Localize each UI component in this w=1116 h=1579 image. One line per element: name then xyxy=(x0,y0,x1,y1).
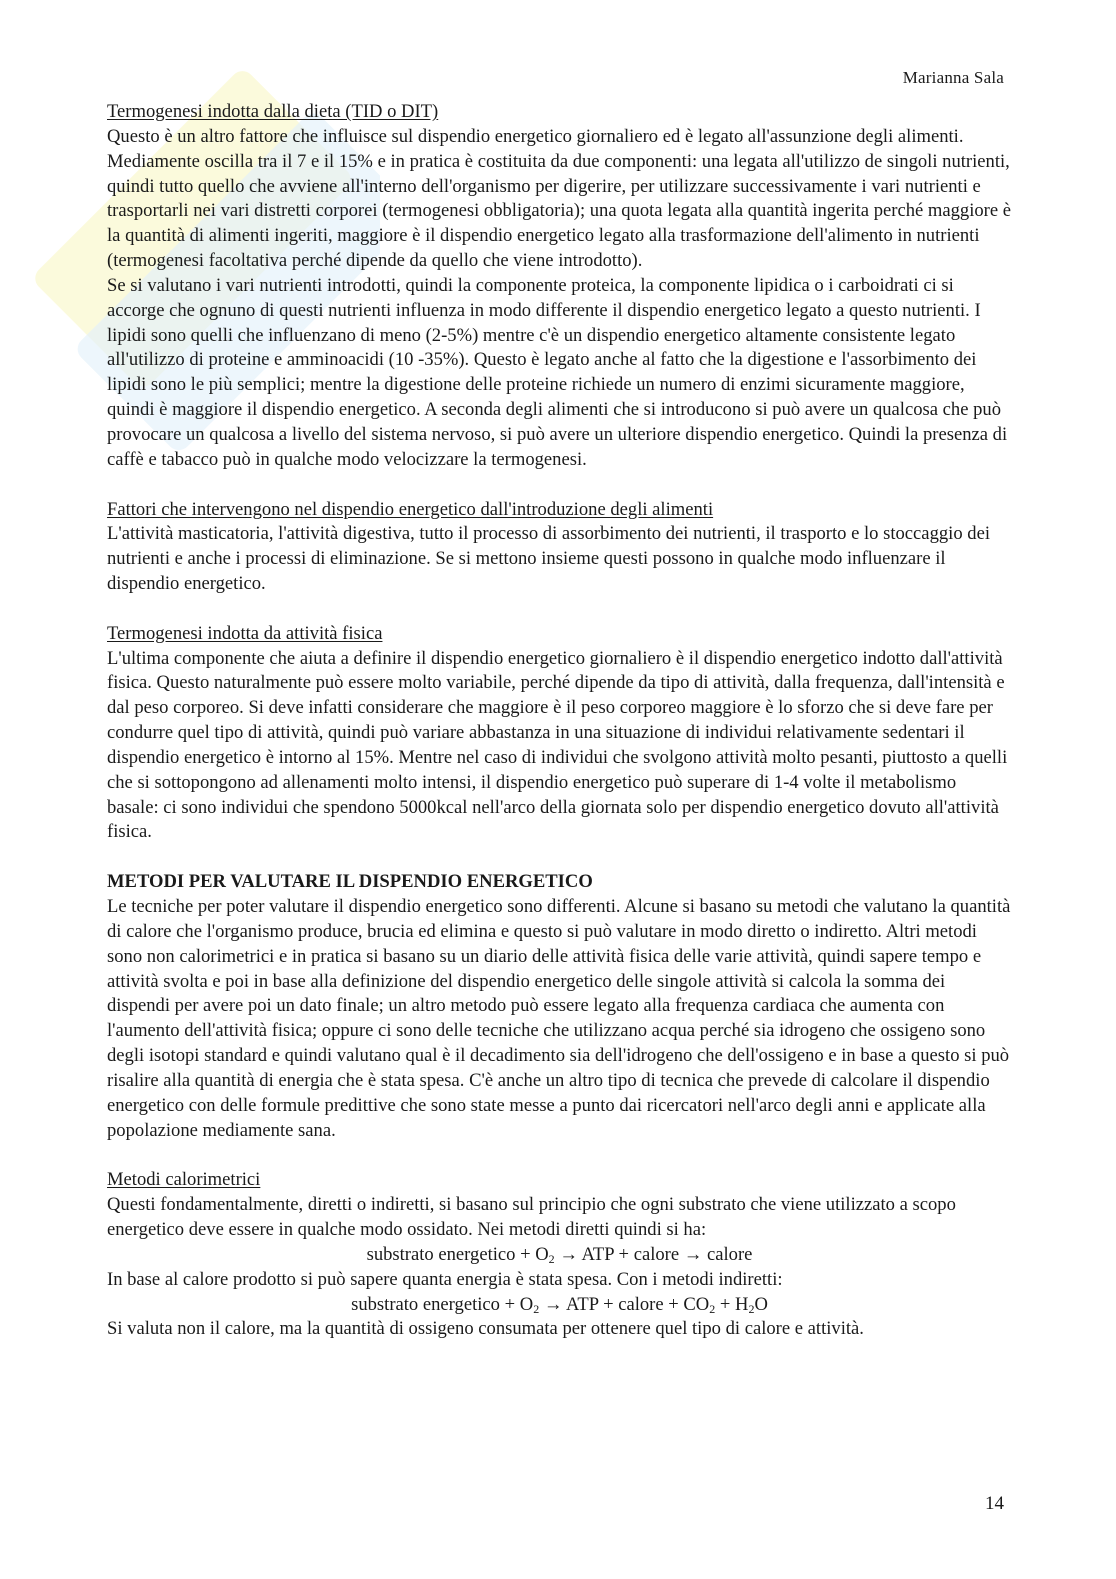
paragraph-physical-activity: L'ultima componente che aiuta a definire il dispendio energetico giornaliero è il dispendio energetico indotto dall'attività fisica. Questo naturalmente può essere molto variabile, perché dipende da tipo di attività, dalla frequenza, dall'intensità e dal peso corporeo. Si deve infatti considerare che maggiore è il peso corporeo maggiore è lo sforzo che si deve fare per condurre quel tipo di attività, quindi può variare abbastanza in una situazione di individui relativamente sedentari il dispendio energetico è intorno al 15%. Mentre nel caso di individui che svolgono attività molto pesanti, piuttosto a quelli che si sottopongono ad allenamenti molto intensi, il dispendio energetico può superare di 1-4 volte il metabolismo basale: ci sono individui che spendono 5000kcal nell'arco della giornata solo per dispendio energetico dovuto all'attività fisica. xyxy=(107,647,1008,843)
main-heading-methods: METODI PER VALUTARE IL DISPENDIO ENERGETICO xyxy=(107,871,593,893)
paragraph-calorimetric-middle: In base al calore prodotto si può sapere quanta energia è stata spesa. Con i metodi indiretti: xyxy=(107,1268,783,1290)
page-header-author: Marianna Sala xyxy=(902,68,1004,87)
paragraph-methods: Le tecniche per poter valutare il dispendio energetico sono differenti. Alcune si basano su metodi che valutano la quantità di calore che l'organismo produce, brucia ed elimina e questo si può valutare in modo diretto o indiretto. Altri metodi sono non calorimetrici e in pratica si basano su un diario delle attività fisica delle varie attività, quindi sapere tempo e attività svolta e poi in base alla definizione del dispendio energetico delle singole attività si calcola la somma dei dispendi per avere poi un dato finale; un altro metodo può essere legato alla frequenza cardiaca che aumenta con l'aumento dell'attività fisica; oppure ci sono delle tecniche che utilizzano acqua perché sia idrogeno che ossigeno sono degli isotopi standard e quindi valutano qual è il decadimento sia dell'idrogeno che dell'ossigeno e in base a questo si può risalire alla quantità di energia che è stata spesa. C'è anche un altro tipo di tecnica che prevede di calcolare il dispendio energetico con delle formule predittive che sono state messe a punto dai ricercatori nell'arco degli anni e applicate alla popolazione mediamente sana. xyxy=(107,896,1011,1141)
page-content xyxy=(107,100,1012,1342)
paragraph-dit-1: Questo è un altro fattore che influisce sul dispendio energetico giornaliero ed è legato all'assunzione degli alimenti. Mediamente oscilla tra il 7 e il 15% e in pratica è costituita da due componenti: una legata all'utilizzo de singoli nutrienti, quindi tutto quello che avviene all'interno dell'organismo per digerire, per utilizzare successivamente i vari nutrienti e trasportarli nei vari distretti corporei (termogenesi obbligatoria); una quota legata alla quantità ingerita perché maggiore è la quantità di alimenti ingeriti, maggiore è il dispendio energetico legato alla trasformazione dell'alimento in nutrienti (termogenesi facoltativa perché dipende da quello che viene introdotto). xyxy=(107,125,1012,272)
section-heading-factors: Fattori che intervengono nel dispendio energetico dall'introduzione degli alimenti xyxy=(107,498,714,520)
section-heading-physical-activity: Termogenesi indotta da attività fisica xyxy=(107,622,383,644)
page-number: 14 xyxy=(985,1493,1004,1514)
paragraph-dit-2: Se si valutano i vari nutrienti introdotti, quindi la componente proteica, la componente lipidica o i carboidrati ci si accorge che ognuno di questi nutrienti influenza in modo differente il dispendio energetico legato a questo nutrienti. I lipidi sono quelli che influenzano di meno (2-5%) mentre c'è un dispendio energetico altamente consistente legato all'utilizzo di proteine e amminoacidi (10 -35%). Questo è legato anche al fatto che la digestione e l'assorbimento dei lipidi sono le più semplici; mentre la digestione delle proteine richiede un numero di enzimi sicuramente maggiore, quindi è maggiore il dispendio energetico. A seconda degli alimenti che si introducono si può avere un qualcosa che può provocare un qualcosa a livello del sistema nervoso, si può avere un ulteriore dispendio energetico. Quindi la presenza di caffè e tabacco può in qualche modo velocizzare la termogenesi. xyxy=(107,274,1008,470)
paragraph-calorimetric-closing: Si valuta non il calore, ma la quantità di ossigeno consumata per ottenere quel tipo di calore e attività. xyxy=(107,1318,864,1340)
section-heading-calorimetric: Metodi calorimetrici xyxy=(107,1169,261,1191)
paragraph-calorimetric-intro: Questi fondamentalmente, diretti o indiretti, si basano sul principio che ogni substrato che viene utilizzato a scopo energetico deve essere in qualche modo ossidato. Nei metodi diretti quindi si ha: xyxy=(107,1194,956,1240)
formula-indirect: substrato energetico + $O_2$ → ATP + calore + $CO_2 + H_2O$ xyxy=(351,1293,768,1316)
formula-direct: substrato energetico + $O_2$ → ATP + calore → calore xyxy=(366,1243,753,1266)
paragraph-factors: L'attività masticatoria, l'attività digestiva, tutto il processo di assorbimento dei nutrienti, il trasporto e lo stoccaggio dei nutrienti e anche i processi di eliminazione. Se si mettono insieme questi possono in qualche modo influenzare il dispendio energetico. xyxy=(107,523,990,595)
section-heading-dit: Termogenesi indotta dalla dieta (TID o DIT) xyxy=(107,101,439,122)
